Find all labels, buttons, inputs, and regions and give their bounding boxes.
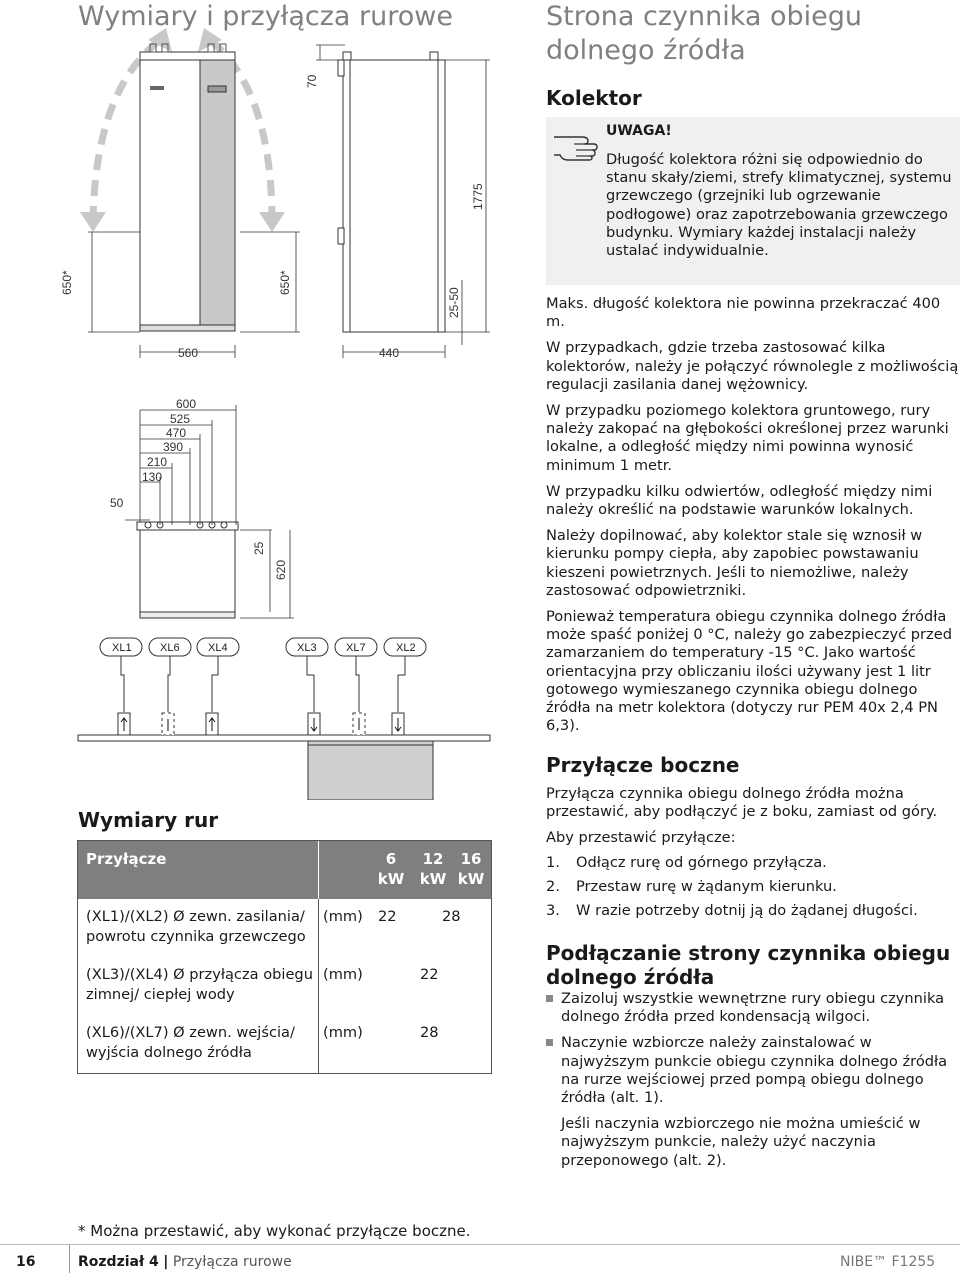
pipe-dimensions-title: Wymiary rur: [78, 808, 219, 832]
connector-labels: [100, 638, 426, 656]
header-12kw: 12 kW: [419, 850, 447, 888]
dim-130: 130: [142, 470, 163, 484]
step-3: 3. W razie potrzeby dotnij ją do żądanej długości.: [546, 902, 918, 920]
table-header: [78, 841, 491, 899]
connector-xl7: XL7: [346, 642, 366, 654]
dim-25: 25: [252, 541, 266, 555]
dim-620: 620: [274, 559, 288, 580]
dimension-drawing: [0, 0, 540, 800]
connector-xl2: XL2: [396, 642, 416, 654]
connector-xl4: XL4: [208, 642, 228, 654]
row1-unit: (mm): [323, 908, 363, 925]
row2-value: 22: [420, 966, 439, 983]
para-antifreeze: Ponieważ temperatura obiegu czynnika dolnego źródła może spaść poniżej 0 °C, należy go zabezpieczyć przed zamarzaniem do temperatury -15 °C. Jako wartość orientacyjna przy obliczaniu ilości używany jest 1 litr gotowego wymieszanego czynnika obiegu dolnego źródła na metr kolektora (dotyczy rur PEM 40x 2,4 PN 6,3).: [546, 608, 952, 735]
para-max-length: Maks. długość kolektora nie powinna przekraczać 400 m.: [546, 295, 941, 331]
dim-560: 560: [178, 346, 199, 360]
bullet-square-icon: [546, 995, 553, 1002]
para-rising: Należy dopilnować, aby kolektor stale się wznosił w kierunku pompy ciepła, aby zapobiec powstawaniu kieszeni powietrznych. Jeśli to niemożliwe, należy zastosować odpowietrzniki.: [546, 527, 923, 599]
page-number: 16: [16, 1254, 36, 1270]
kolektor-heading: Kolektor: [546, 86, 642, 110]
dim-650-left: 650*: [60, 270, 74, 295]
dim-600: 600: [176, 397, 197, 411]
header-16kw: 16 kW: [457, 850, 485, 888]
row1-value-12-16: 28: [442, 908, 461, 925]
row3-label: (XL6)/(XL7) Ø zewn. wejścia/ wyjścia dolnego źródła: [86, 1024, 295, 1061]
row1-value-6: 22: [378, 908, 397, 925]
row3-unit: (mm): [323, 1024, 363, 1041]
row1-label: (XL1)/(XL2) Ø zewn. zasilania/ powrotu czynnika grzewczego: [86, 908, 306, 945]
dim-390: 390: [163, 440, 184, 454]
bullet-1: Zaizoluj wszystkie wewnętrzne rury obiegu czynnika dolnego źródła przed kondensacją wilgoci.: [546, 990, 960, 1026]
row2-label: (XL3)/(XL4) Ø przyłącza obiegu zimnej/ ciepłej wody: [86, 966, 313, 1003]
connecting-body: [546, 990, 960, 1170]
row2-unit: (mm): [323, 966, 363, 983]
header-6kw: 6 kW: [377, 850, 405, 888]
dim-525: 525: [170, 412, 191, 426]
side-intro: Przyłącza czynnika obiegu dolnego źródła można przestawić, aby podłączyć je z boku, zamiast od góry.: [546, 785, 938, 821]
connector-xl3: XL3: [297, 642, 317, 654]
warning-box: [546, 117, 960, 285]
footer-breadcrumb: Rozdział 4 | Przyłącza rurowe: [78, 1254, 292, 1270]
footer-brand: NIBE™ F1255: [840, 1254, 936, 1270]
header-label: Przyłącze: [86, 850, 167, 868]
connector-xl1: XL1: [112, 642, 132, 654]
page-title: Wymiary i przyłącza rurowe: [78, 1, 453, 32]
steps-intro: Aby przestawić przyłącze:: [546, 829, 736, 847]
para-horizontal: W przypadku poziomego kolektora gruntowego, rury należy zakopać na głębokości określonej przez warunki lokalne, a odległość między nimi powinna wynosić minimum 1 metr.: [546, 402, 949, 474]
dim-470: 470: [166, 426, 187, 440]
section-title: Strona czynnika obiegu dolnego źródła: [546, 1, 863, 66]
connector-xl6: XL6: [160, 642, 180, 654]
bullet-after: Jeśli naczynia wzbiorczego nie można umieścić w najwyższym punkcie, należy użyć naczynia przeponowego (alt. 2).: [561, 1115, 921, 1169]
dim-25-50: 25-50: [447, 287, 461, 318]
para-boreholes: W przypadku kilku odwiertów, odległość między nimi należy określić na podstawie warunków lokalnych.: [546, 482, 933, 519]
dim-1775: 1775: [471, 183, 485, 210]
step-2: 2. Przestaw rurę w żądanym kierunku.: [546, 877, 837, 895]
para-multiple-collectors: W przypadkach, gdzie trzeba zastosować kilka kolektorów, należy je połączyć równolegle z możliwością regulacji zasilania danej wężownicy.: [546, 339, 959, 393]
dim-70: 70: [305, 74, 319, 88]
side-view: [338, 52, 445, 332]
dim-50: 50: [110, 496, 124, 510]
footnote: * Można przestawić, aby wykonać przyłącze boczne.: [78, 1222, 471, 1240]
warning-text: Długość kolektora różni się odpowiednio do stanu skały/ziemi, strefy klimatycznej, systemu grzewczego (grzejniki lub ogrzewanie podłogowe) oraz zapotrzebowania grzewczego budynku. Wymiary każdej instalacji należy ustalać indywidualnie.: [606, 151, 952, 260]
bullet-2: Naczynie wzbiorcze należy zainstalować w najwyższym punkcie obiegu czynnika dolnego źródła na rurze wejściowej przed pompą obiegu dolnego źródła (alt. 1).: [546, 1034, 960, 1107]
row3-value: 28: [420, 1024, 439, 1041]
side-connection-heading: Przyłącze boczne: [546, 753, 740, 777]
step-1: 1. Odłącz rurę od górnego przyłącza.: [546, 853, 827, 871]
dim-650-right: 650*: [278, 270, 292, 295]
warning-title: UWAGA!: [606, 123, 672, 139]
pointing-hand-icon: [550, 125, 600, 161]
connecting-heading: Podłączanie strony czynnika obiegu dolnego źródła: [546, 941, 951, 989]
bullet-square-icon: [546, 1039, 553, 1046]
front-view: [140, 44, 235, 331]
connector-leaders: [121, 656, 405, 712]
kolektor-body: [546, 295, 960, 743]
side-connection-body: [546, 785, 960, 920]
dim-440: 440: [379, 346, 400, 360]
top-view: [137, 522, 238, 618]
connector-plate: [78, 713, 490, 800]
dim-210: 210: [147, 455, 168, 469]
pipe-table: [77, 840, 492, 1074]
